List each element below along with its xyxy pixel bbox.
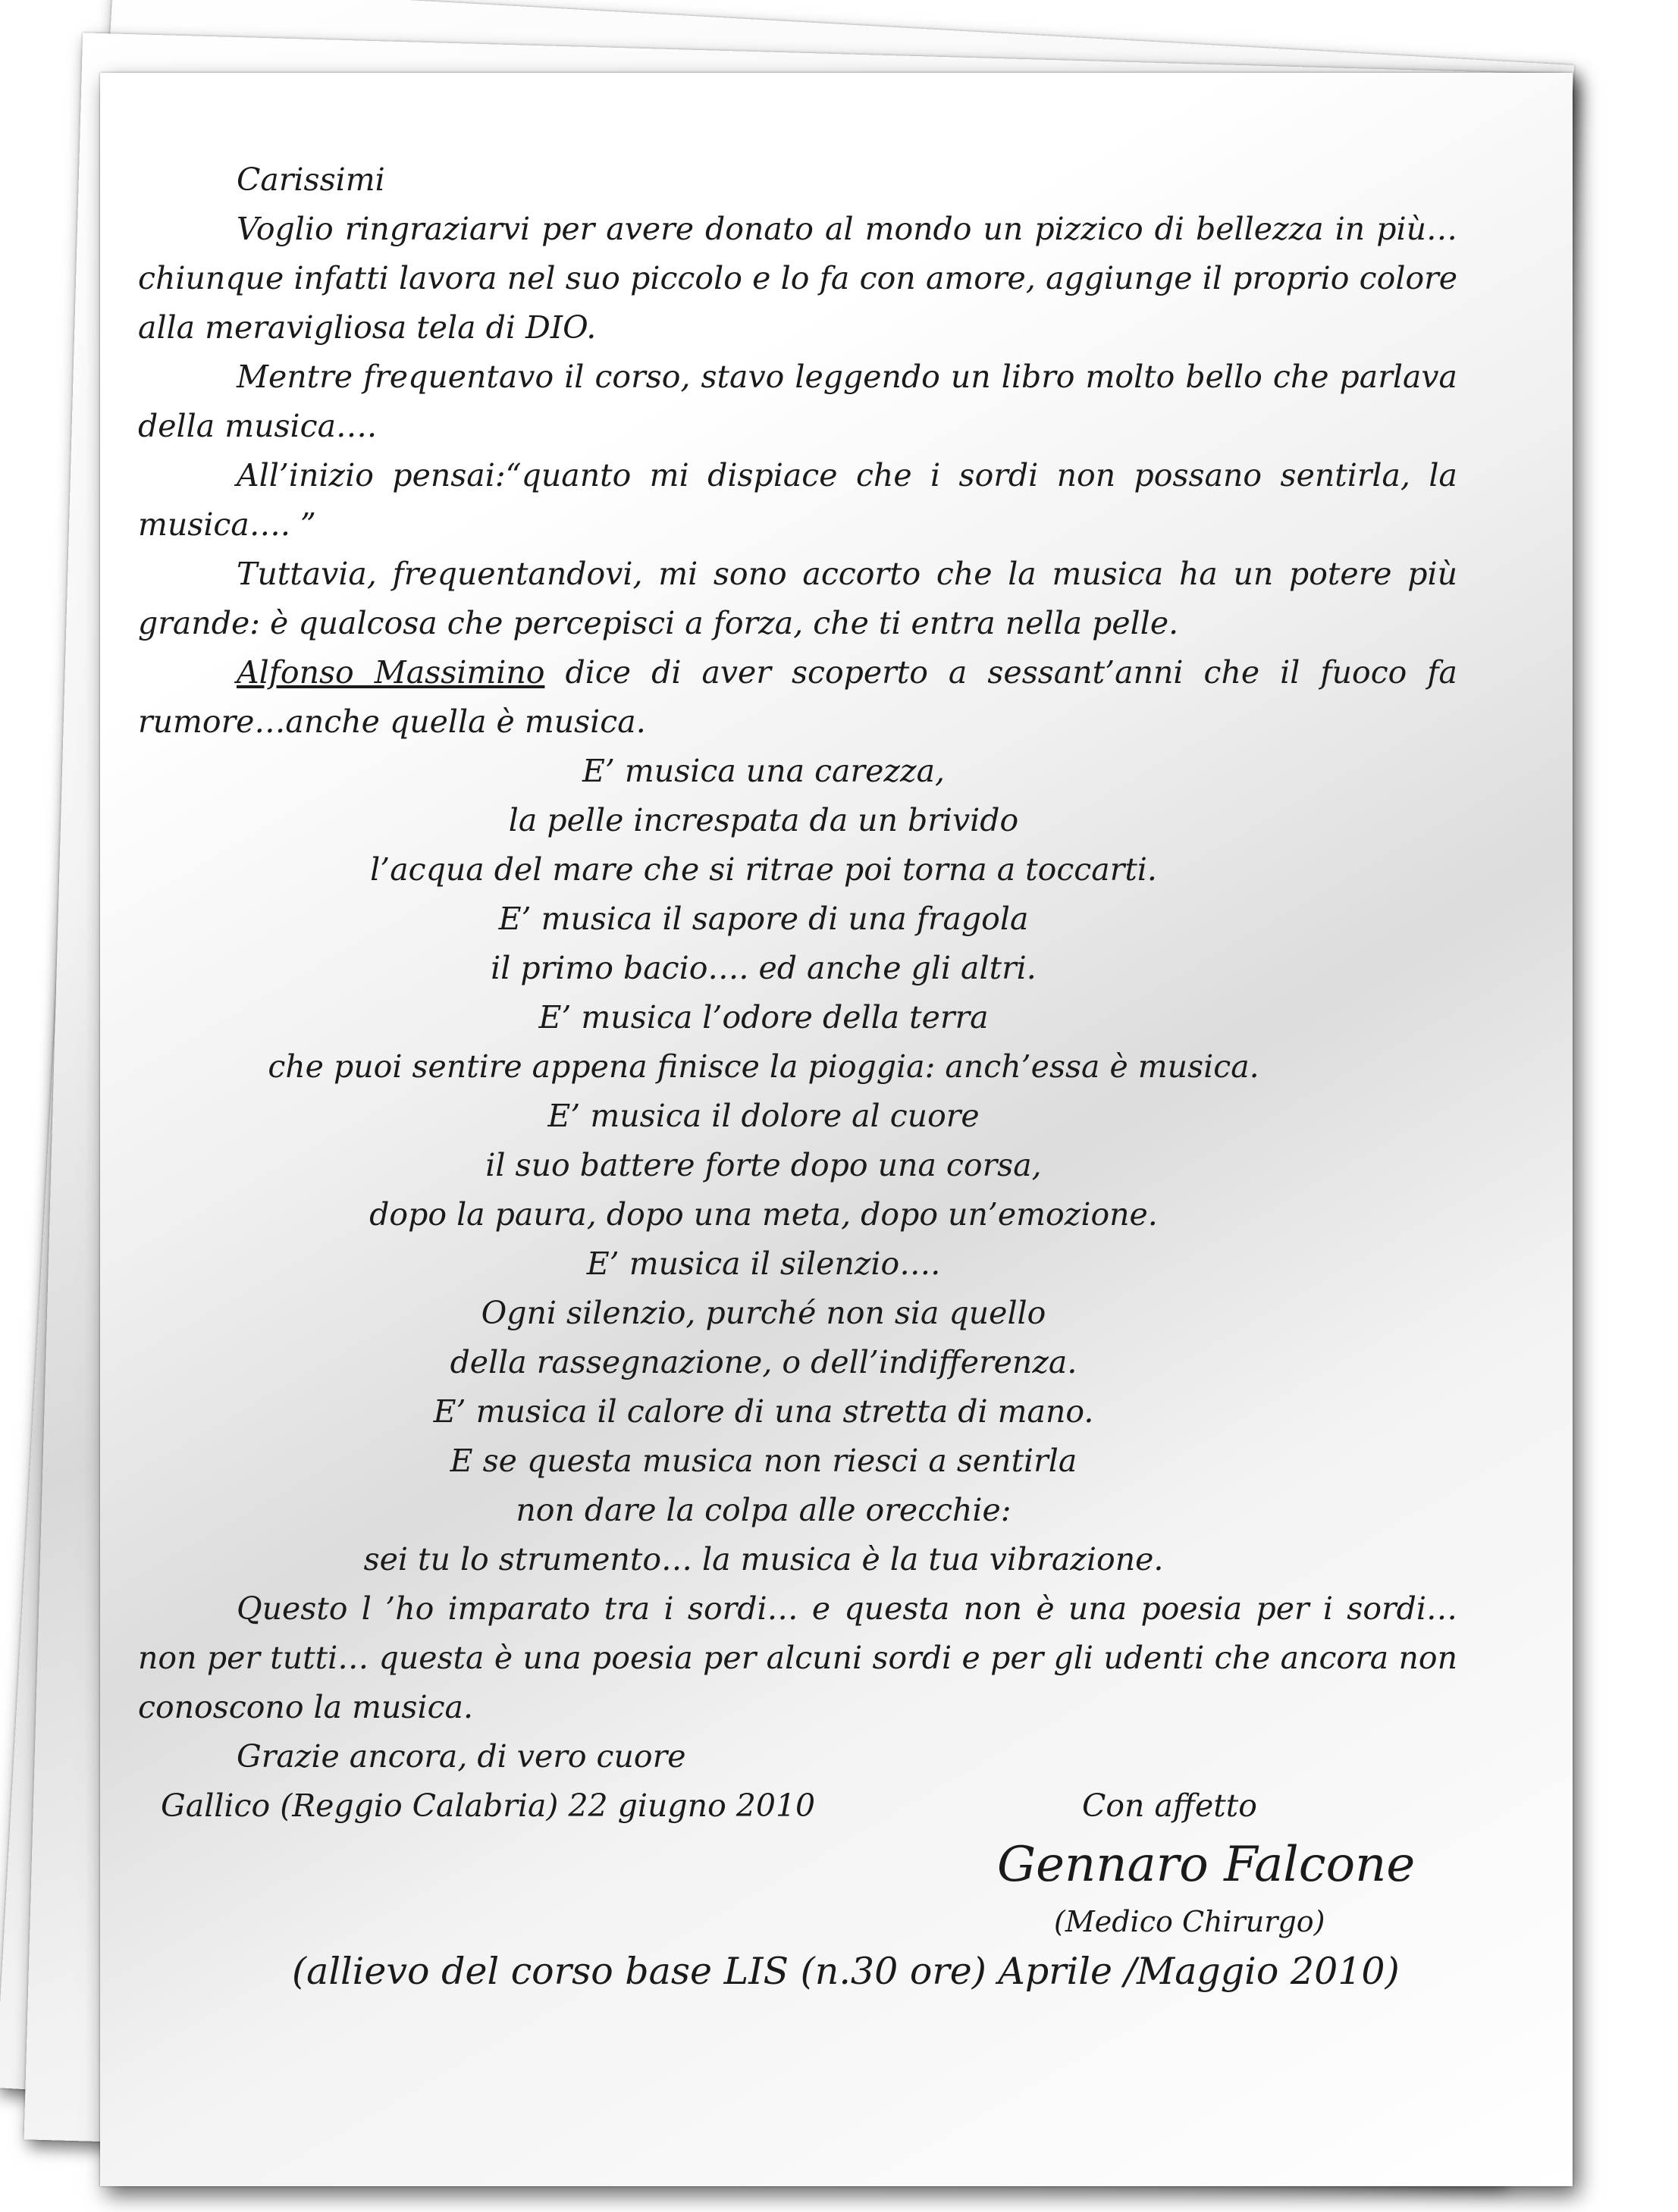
poem-line: dopo la paura, dopo una meta, dopo un’emozione. xyxy=(369,1196,1158,1233)
poem-line: E’ musica il sapore di una fragola xyxy=(498,901,1029,937)
poem-line: il suo battere forte dopo una corsa, xyxy=(485,1147,1042,1183)
letter-paragraph-3: All’inizio pensai:“quanto mi dispiace che i sordi non possano sentirla, la musica…. ” xyxy=(138,457,1457,543)
poem-line: E’ musica il silenzio…. xyxy=(586,1245,941,1282)
letter-paragraph-6: Questo l ’ho imparato tra i sordi… e questa non è una poesia per i sordi… non per tutti… questa è una poesia per alcuni sordi e per gli udenti che ancora non conoscono la musica. xyxy=(138,1590,1457,1725)
poem-line: che puoi sentire appena finisce la pioggia: anch’essa è musica. xyxy=(268,1048,1259,1085)
letter-thanks: Grazie ancora, di vero cuore xyxy=(237,1738,686,1775)
letter-body xyxy=(138,155,1457,1831)
poem-line: il primo bacio…. ed anche gli altri. xyxy=(491,950,1037,986)
underlined-name: Alfonso Massimino xyxy=(237,654,545,691)
letter-paragraph-4: Tuttavia, frequentandovi, mi sono accorto che la musica ha un potere più grande: è qualcosa che percepisci a forza, che ti entra nella pelle. xyxy=(138,556,1457,641)
letter-paragraph-2: Mentre frequentavo il corso, stavo leggendo un libro molto bello che parlava della musica…. xyxy=(138,359,1457,444)
poem-line: della rassegnazione, o dell’indifferenza. xyxy=(450,1344,1077,1380)
signature: Gennaro Falcone xyxy=(997,1837,1416,1893)
poem-line: la pelle increspata da un brivido xyxy=(508,802,1019,838)
poem-line: non dare la colpa alle orecchie: xyxy=(516,1492,1012,1528)
letter-greeting: Carissimi xyxy=(237,161,385,198)
poem-line: sei tu lo strumento… la musica è la tua vibrazione. xyxy=(363,1541,1164,1578)
poem xyxy=(138,747,1457,1584)
course-note: (allievo del corso base LIS (n.30 ore) Aprile /Maggio 2010) xyxy=(292,1950,1400,1993)
letter-paragraph-1: Voglio ringraziarvi per avere donato al mondo un pizzico di bellezza in più… chiunque infatti lavora nel suo piccolo e lo fa con amore, aggiunge il proprio colore alla meravigliosa tela di DIO. xyxy=(138,211,1457,346)
signer-title: (Medico Chirurgo) xyxy=(1054,1905,1325,1938)
place-date-row xyxy=(138,1781,1457,1831)
poem-line: E’ musica il calore di una stretta di mano. xyxy=(433,1393,1094,1430)
poem-line: Ogni silenzio, purché non sia quello xyxy=(481,1295,1046,1331)
letter-paragraph-5 xyxy=(138,648,1457,747)
poem-line: l’acqua del mare che si ritrae poi torna a toccarti. xyxy=(370,851,1157,888)
letter-paragraph-5-text: dice di aver scoperto a sessant’anni che il fuoco fa rumore…anche quella è musica. xyxy=(138,654,1457,740)
poem-line: E’ musica una carezza, xyxy=(582,753,946,789)
poem-line: E’ musica l’odore della terra xyxy=(538,999,989,1036)
place-date: Gallico (Reggio Calabria) 22 giugno 2010 xyxy=(161,1787,816,1824)
poem-line: E se questa musica non riesci a sentirla xyxy=(450,1443,1077,1479)
closing: Con affetto xyxy=(1082,1787,1257,1824)
poem-line: E’ musica il dolore al cuore xyxy=(547,1098,980,1134)
